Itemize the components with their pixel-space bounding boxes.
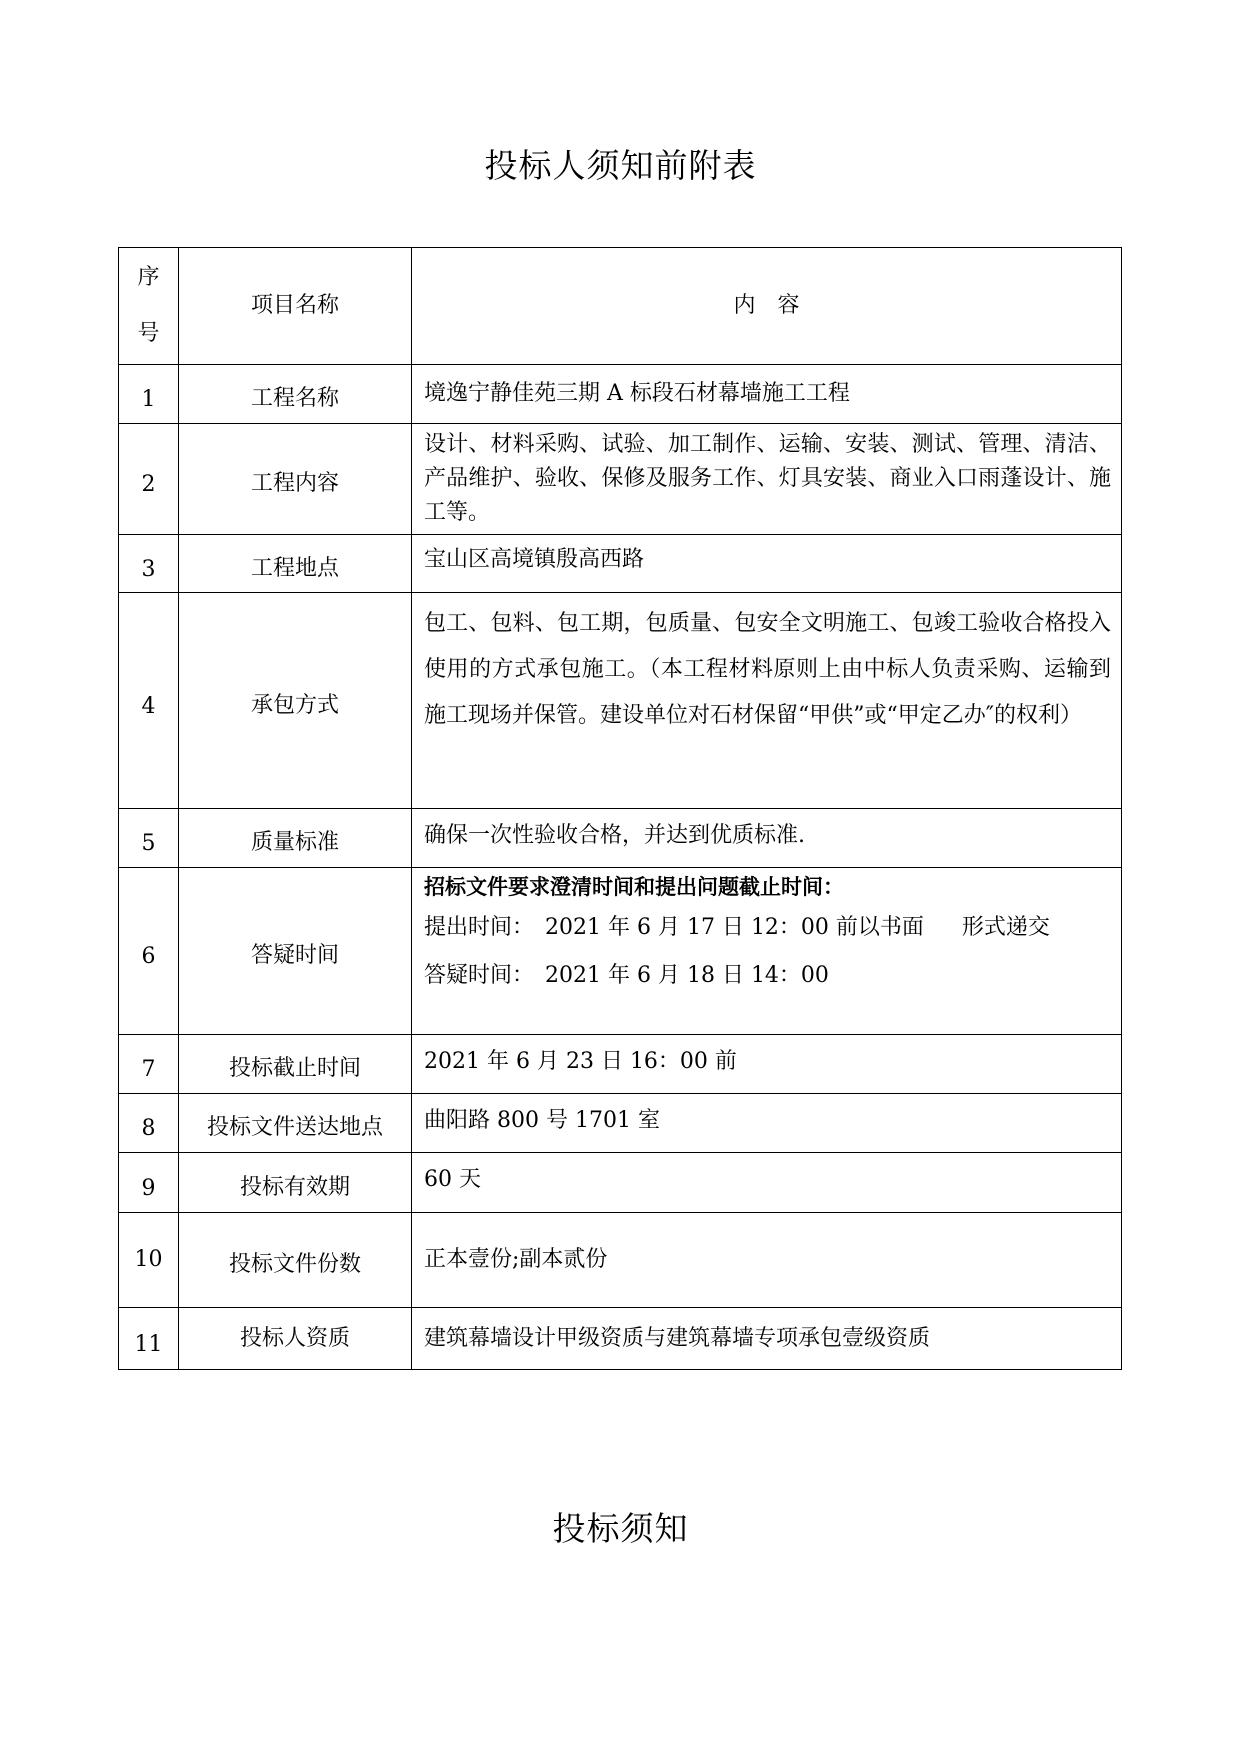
row-content: 曲阳路 800 号 1701 室: [412, 1094, 1122, 1153]
row-no: 4: [119, 593, 179, 809]
qa-submit-time: [424, 904, 1111, 952]
row-content-qa: [412, 868, 1122, 1035]
row-content: 正本壹份;副本贰份: [412, 1213, 1122, 1308]
row-name: 投标截止时间: [179, 1035, 412, 1094]
row-no: 6: [119, 868, 179, 1035]
table-row: [119, 424, 1122, 535]
row-no: 2: [119, 424, 179, 535]
table-row: [119, 365, 1122, 424]
row-no: 8: [119, 1094, 179, 1153]
qa-answer-time: 答疑时间： 2021 年 6 月 18 日 14：00: [424, 963, 829, 988]
header-no-line1: 序: [137, 265, 160, 290]
qa-submit-time-text: 提出时间： 2021 年 6 月 17 日 12：00 前以书面: [424, 915, 924, 940]
row-name: 工程地点: [179, 535, 412, 593]
header-no-line2: 号: [137, 321, 160, 346]
table-row: [119, 1308, 1122, 1370]
row-content: 包工、包料、包工期，包质量、包安全文明施工、包竣工验收合格投入使用的方式承包施工。（本工程材料原则上由中标人负责采购、运输到施工现场并保管。建设单位对石材保留“甲供”或“甲定乙办″的权利）: [412, 593, 1122, 809]
table-row: [119, 1094, 1122, 1153]
row-content: 2021 年 6 月 23 日 16：00 前: [412, 1035, 1122, 1094]
row-content: 设计、材料采购、试验、加工制作、运输、安装、测试、管理、清洁、产品维护、验收、保修及服务工作、灯具安装、商业入口雨蓬设计、施工等。: [412, 424, 1122, 535]
row-no: 11: [119, 1308, 179, 1370]
row-name: 投标人资质: [179, 1308, 412, 1370]
table-row: [119, 868, 1122, 1035]
row-no: 5: [119, 809, 179, 868]
row-no: 3: [119, 535, 179, 593]
table-row: [119, 1153, 1122, 1213]
header-content: 内 容: [412, 248, 1122, 365]
row-name: 投标文件份数: [179, 1213, 412, 1308]
document-title: 投标人须知前附表: [484, 146, 757, 185]
row-name: 工程内容: [179, 424, 412, 535]
qa-heading: 招标文件要求澄清时间和提出问题截止时间：: [424, 875, 844, 899]
header-no: [119, 248, 179, 365]
row-content: 确保一次性验收合格，并达到优质标准.: [412, 809, 1122, 868]
table-row: [119, 535, 1122, 593]
row-content: 60 天: [412, 1153, 1122, 1213]
qa-submit-form-text: 形式递交: [961, 915, 1050, 940]
table-header-row: [119, 248, 1122, 365]
table-row: [119, 1035, 1122, 1094]
row-no: 1: [119, 365, 179, 424]
table-row: [119, 809, 1122, 868]
row-name: 承包方式: [179, 593, 412, 809]
table-row: [119, 1213, 1122, 1308]
row-name: 工程名称: [179, 365, 412, 424]
row-name: 投标文件送达地点: [179, 1094, 412, 1153]
row-name: 答疑时间: [179, 868, 412, 1035]
row-content: 建筑幕墙设计甲级资质与建筑幕墙专项承包壹级资质: [412, 1308, 1122, 1370]
row-no: 7: [119, 1035, 179, 1094]
row-no: 9: [119, 1153, 179, 1213]
row-no: 10: [119, 1213, 179, 1308]
row-name: 质量标准: [179, 809, 412, 868]
row-name: 投标有效期: [179, 1153, 412, 1213]
row-content: 宝山区高境镇殷高西路: [412, 535, 1122, 593]
section-title: 投标须知: [552, 1509, 689, 1548]
row-content: 境逸宁静佳苑三期 A 标段石材幕墙施工工程: [412, 365, 1122, 424]
table-row: [119, 593, 1122, 809]
bid-info-table: [118, 247, 1122, 1370]
header-name: 项目名称: [179, 248, 412, 365]
